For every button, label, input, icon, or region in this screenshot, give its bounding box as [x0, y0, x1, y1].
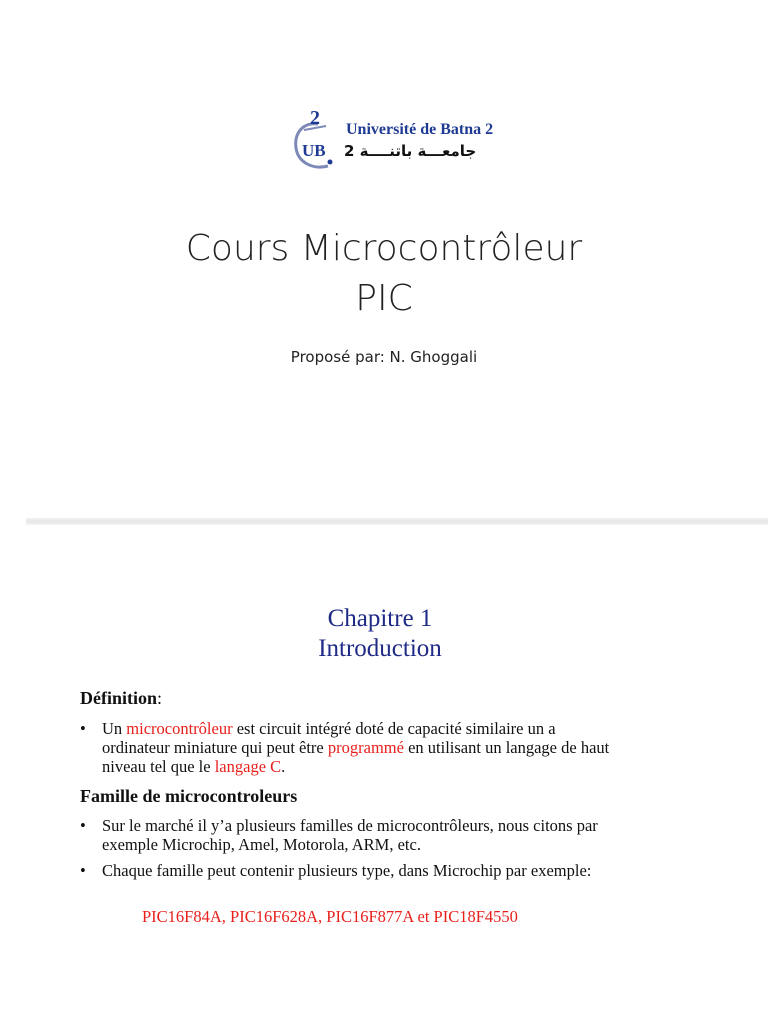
bullet-dot: •	[80, 816, 86, 835]
logo-digit: 2	[310, 108, 320, 129]
family-text-1: Sur le marché il y’a plusieurs familles de microcontrôleurs, nous citons par exemple Microchip, Amel, Motorola, ARM, etc.	[102, 816, 598, 854]
definition-heading-colon: :	[157, 688, 163, 708]
chapter-number: Chapitre 1	[327, 605, 433, 632]
bullet-dot: •	[80, 719, 86, 738]
pic-model-list: PIC16F84A, PIC16F628A, PIC16F877A et PIC18F4550	[142, 907, 518, 926]
definition-heading	[80, 688, 162, 709]
definition-text-part: en utilisant un langage de haut niveau tel que le	[102, 738, 610, 776]
definition-text-part: Un	[102, 719, 127, 738]
definition-text-part: est circuit intégré doté de capacité similaire un a ordinateur miniature qui peut être	[102, 719, 556, 757]
university-name: Université de Batna 2	[346, 121, 494, 138]
page-separator	[26, 518, 768, 525]
author-line: Proposé par: N. Ghoggali	[290, 348, 478, 366]
family-bullet-1	[80, 816, 600, 854]
bullet-dot: •	[80, 861, 86, 880]
family-text-2: Chaque famille peut contenir plusieurs type, dans Microchip par exemple:	[102, 861, 592, 880]
university-logo	[288, 108, 508, 176]
university-name-arabic: جامعـــة باتنــــة 2	[344, 142, 477, 160]
term-langage-c: langage C	[214, 757, 282, 776]
definition-bullet	[80, 719, 615, 776]
definition-heading-text: Définition	[80, 688, 158, 708]
family-bullet-2	[80, 861, 595, 880]
course-title-line2: PIC	[355, 278, 413, 319]
term-programme: programmé	[327, 738, 404, 757]
chapter-heading	[0, 604, 760, 664]
chapter-title: Introduction	[318, 635, 442, 662]
ub2-mark-icon	[288, 108, 348, 176]
term-microcontroleur: microcontrôleur	[126, 719, 233, 738]
definition-text	[102, 719, 615, 776]
course-title-line1: Cours Microcontrôleur	[185, 228, 583, 269]
definition-text-part: .	[281, 757, 286, 776]
family-heading: Famille de microcontroleurs	[80, 786, 298, 806]
course-title	[0, 224, 768, 324]
logo-letters: UB	[302, 141, 326, 160]
